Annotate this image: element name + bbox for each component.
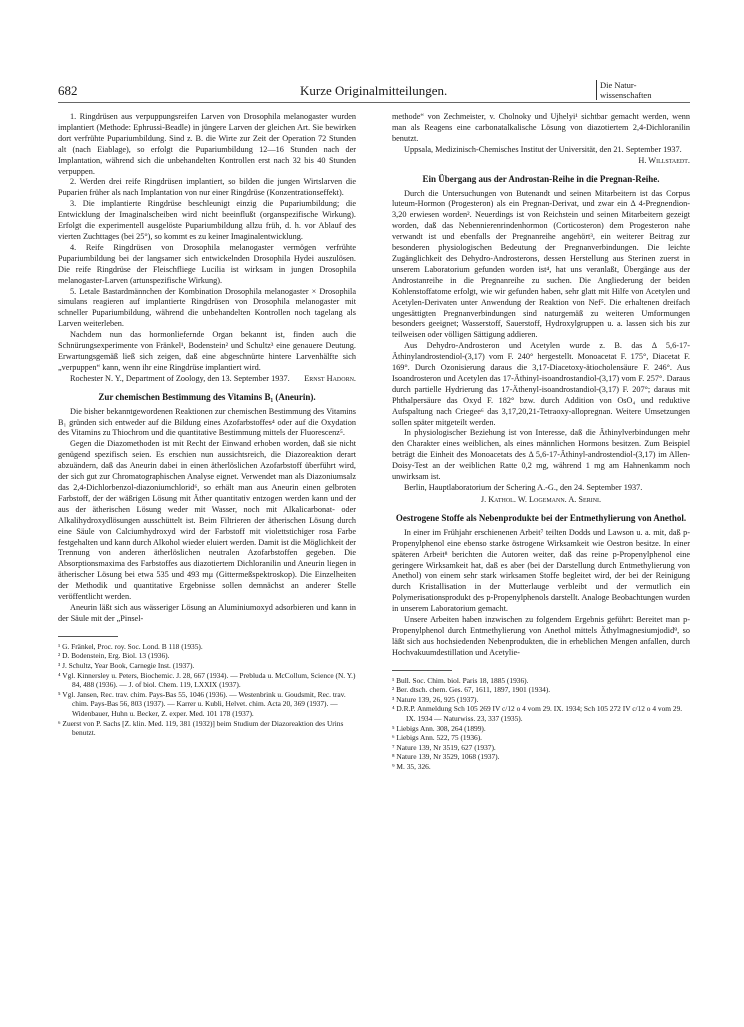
footnote: ⁵ Liebigs Ann. 308, 264 (1899). — [392, 723, 486, 733]
right-column — [392, 112, 690, 772]
footnote: ⁴ D.R.P. Anmeldung Sch 105 269 IV c/12 o 4 vom 29. IX. 1934; Sch 105 272 IV c/12 o 4 vom 29. IX. 1934 — Naturwiss. 23, 337 (1935). — [392, 704, 683, 724]
header-rule — [58, 102, 690, 103]
paragraph: In einer im Frühjahr erschienenen Arbeit⁷ teilten Dodds und Lawson u. a. mit, daß p-Propenylphenol eine ebenso starke östrogene Wirksamkeit wie Oestron besitze. In einer späteren Arbeit⁸ berichten die Autoren weiter, daß das reine p-Propenylphenol eine geringere Wirksamkeit hat, daß es aber (bei der Darstellung durch Entmethylierung von Anethol) von einem sehr stark wirksamen Stoffe begleitet wird, der bei der Reinigung durch Kristallisation in der Mutterlauge verbleibt und der vermutlich ein Polymerisationsprodukt des p-Propenylphenols darstellt. Analoge Beobachtungen wurden in unserem Laboratorium gemacht. — [392, 527, 690, 614]
footnote: ⁵ Vgl. Jansen, Rec. trav. chim. Pays-Bas 55, 1046 (1936). — Westenbrink u. Goudsmit, Rec. trav. chim. Pays-Bas 56, 803 (1937). — Karrer u. Kubli, Helvet. chim. Acta 20, 369 (1937). — Widenbauer, Huhn u. Becker, Z. exper. Med. 101 178 (1937). — [58, 689, 346, 718]
paragraph: Durch die Untersuchungen von Butenandt und seinen Mitarbeitern ist das Corpus luteum-Hormon (Progesteron) als ein Pregnan-Derivat, und zwar ein Δ 4-Pregnendion-3,20 erwiesen worden². Neuerdings ist von Reichstein und seinen Mitarbeitern gezeigt worden, daß das Nebennierenrindenhormon (Corticosteron) dem Progesteron nahe verwandt ist und ebenfalls der Pregnanreihe angehört³, ein weiterer Beitrag zur besonderen physiologischen Bedeutung der Pregnanverbindungen. Die leichte Zugänglichkeit des Dehydro-Androsterons, dessen Herstellung aus Sterinen zuerst in unserem Laboratorium gefunden worden ist⁴, hat uns veranlaßt, Übergänge aus der Androstanreihe in die Pregnanreihe zu suchen. Die Angliederung der beiden Kohlenstoffatome erfolgt, wie wir gefunden haben, sehr glatt mit Hilfe von Acetylen und Acetylen-Derivaten unter Anwendung der Reaktion von Nef⁵. Die erhaltenen dreifach ungesättigten Pregnanverbindungen sind naturgemäß zu weiteren Umformungen besonders geeignet; Wasserstoff, Sauerstoff, Hydroxylgruppen u. a. lassen sich bis zur teilweisen oder völligen Sättigung addieren. — [392, 188, 690, 340]
paragraph: Die bisher bekanntgewordenen Reaktionen zur chemischen Bestimmung des Vitamins B₁ gründen sich entweder auf die Bildung eines Azofarbstoffes⁴ oder auf die Oxydation des Vitamins zu Thiochrom und die quantitative Bestimmung mittels der Fluorescenz⁵. — [58, 406, 356, 438]
footnote: ³ Nature 139, 26, 925 (1937). — [392, 694, 479, 704]
journal-name — [596, 80, 651, 100]
footnotes — [58, 642, 356, 738]
footnote: ² Ber. dtsch. chem. Ges. 67, 1611, 1897, 1901 (1934). — [392, 685, 551, 695]
section-title: Ein Übergang aus der Androstan-Reihe in die Pregnan-Reihe. — [422, 173, 660, 184]
section-title: Oestrogene Stoffe als Nebenprodukte bei der Entmethylierung von Anethol. — [395, 512, 687, 523]
section-title: Zur chemischen Bestimmung des Vitamins B₁ (Aneurin). — [98, 391, 316, 402]
paragraph: Nachdem nun das hormonliefernde Organ bekannt ist, finden auch die Schnürungsexperimente von Fränkel¹, Bodenstein² und Schultz³ eine genauere Deutung. Erwartungsgemäß ließ sich zeigen, daß eine abgeschnürte hintere Larvenhälfte sich „verpuppen“ kann, wenn ihr eine Ringdrüse implantiert wird. — [58, 330, 356, 372]
paragraph: Aneurin läßt sich aus wässeriger Lösung an Aluminiumoxyd adsorbieren und kann in der Säule mit der „Pinsel- — [58, 602, 356, 623]
journal-name-line: Die Natur- — [600, 80, 637, 90]
paragraph: 1. Ringdrüsen aus verpuppungsreifen Larven von Drosophila melanogaster wurden implantiert (Methode: Ephrussi-Beadle) in jüngere Larven der gleichen Art. Sie bewirken dort verfrühte Pupariumbildung. Sind z. B. die Wirte zur Zeit der Operation 72 Stunden alt (nach Eiablage), so erfolgt die Pupariumbildung 12—16 Stunden nach der Implantation, während sich die unbehandelten Kontrollen erst nach 32 bis 40 Stunden verpuppen. — [58, 112, 356, 176]
author-name: Ernst Hadorn. — [304, 373, 356, 383]
paragraph: Aus Dehydro-Androsteron und Acetylen wurde z. B. das Δ 5,6-17-Äthinylandrostendiol-(3,17) vom F. 240° hergestellt. Monoacetat F. 175°, Diacetat F. 169°. Durch Ozonisierung daraus die 3,17-Diacetoxy-ätiocholensäure F. 246°. Aus Isoandrosteron und Acetylen das 17-Äthinyl-isoandrostandiol-(3,17) vom F. 257°. Daraus durch partielle Hydrierung das 17-Äthenyl-isoandrostandiol-(3,17) F. 207°; daraus mit Phthalpersäure das Oxyd F. 182° bzw. durch Addition von OsO₄ und reduktive Aufspaltung nach Criegee⁶ das 3,17,20,21-Tetraoxy-allopregnan. Weitere Umsetzungen sollen später mitgeteilt werden. — [392, 341, 690, 427]
paragraph: Unsere Arbeiten haben inzwischen zu folgendem Ergebnis geführt: Bereitet man p-Propenylphenol durch Entmethylierung von Anethol mittels Äthylmagnesiumjodid⁹, so läßt sich aus hochsiedenden Nebenprodukten, die in erheblichen Mengen anfallen, durch Hochvakuumdestillation und Acetylie- — [392, 615, 690, 657]
paragraph: 3. Die implantierte Ringdrüse beschleunigt einzig die Pupariumbildung; die Entwicklung der Imaginalscheiben wird nicht beeinflußt (organspezifische Wirkung). Erfolgt die experimentell ausgelöste Pupariumbildung allzu früh, d. h. vor Ablauf des vierten Zuchttages (bei 25°), so kommt es zu keiner Imaginalentwicklung. — [58, 199, 356, 241]
left-column — [58, 112, 356, 738]
journal-name-line: wissenschaften — [600, 90, 652, 100]
affiliation-date: Uppsala, Medizinisch-Chemisches Institut der Universität, den 21. September 1937. — [404, 144, 682, 154]
footnotes — [392, 676, 690, 772]
paragraph: 2. Werden drei reife Ringdrüsen implantiert, so bilden die jungen Wirtslarven die Puparien früher als nach Implantation von nur einer Ringdrüse (Konzentrationseffekt). — [58, 177, 356, 198]
footnote: ⁶ Zuerst von P. Sachs [Z. klin. Med. 119, 381 (1932)] beim Studium der Diazoreaktion des Urins benutzt. — [58, 718, 344, 738]
footnote: ³ J. Schultz, Year Book, Carnegie Inst. (1937). — [58, 660, 195, 670]
paragraph: 4. Reife Ringdrüsen von Drosophila melanogaster vermögen verfrühte Pupariumbildung bei der langsamer sich entwickelnden Drosophila Hydei auszulösen. Die reife Ringdrüse der Fleischfliege Lucilia ist wirksam in jungen Drosophila melanogaster-Larven (artunspezifische Wirkung). — [58, 242, 356, 285]
footnote: ² D. Bodenstein, Erg. Biol. 13 (1936). — [58, 651, 170, 661]
footnote: ⁴ Vgl. Kinnersley u. Peters, Biochemic. J. 28, 667 (1934). — Prebluda u. McCollum, Science (N. Y.) 84, 488 (1936). — J. of biol. Chem. 119, LXXIX (1937). — [58, 670, 356, 690]
footnote-rule — [58, 636, 118, 637]
paragraph: Gegen die Diazomethoden ist mit Recht der Einwand erhoben worden, daß sie nicht genügend spezifisch seien. Es erschien nun aussichtsreich, die Diazoreaktion derart abzuändern, daß das Aneurin dabei in einen ätherlöslichen Azofarbstoff überführt wird, der sich gut zur Chromatographischen Analyse eignet. Verwendet man als Diazoniumsalz das 2,4-Dichlorbenzol-diazoniumchlorid⁶, so erhält man aus Aneurin einen gelbroten Farbstoff, der der wäßrigen Lösung mit Äther quantitativ entzogen werden kann und der aus der ätherischen Lösung weder mit Wasser, noch mit Alkalicarbonat- oder Alkalihydroxydlösungen ausschüttelt ist. Beim Filtrieren der ätherischen Lösung durch eine Säule von Calciumhydroxyd wird der Farbstoff mit violettstichiger rosa Farbe festgehalten und kann durch Alkohol wieder eluiert werden. Damit ist die Möglichkeit der Trennung von anderen ätherlöslichen neutralen Azofarbstoffen gegeben. Die Absorptionsmaxima des Farbstoffes aus diazotiertem Dichloranilin und Aneurin liegen in ätherischer Lösung bei etwa 535 und 493 mμ (Gittermeßspektroskop). Die Einzelheiten der Methodik und quantitative Ergebnisse sollen demnächst an anderer Stelle veröffentlicht werden. — [58, 439, 356, 602]
paragraph: methode“ von Zechmeister, v. Cholnoky und Ujhelyi¹ sichtbar gemacht werden, wenn man als Reagens eine carbonatalkalische Lösung von diazotiertem 2,4-Dichloranilin benutzt. — [392, 112, 690, 143]
affiliation-date: Rochester N. Y., Department of Zoology, den 13. September 1937. — [70, 373, 290, 383]
signature-line — [58, 374, 356, 385]
footnote-rule — [392, 670, 452, 671]
footnote: ⁹ M. 35, 326. — [392, 762, 431, 772]
author-names: J. Kathol. W. Logemann. A. Serini. — [480, 494, 602, 504]
paragraph: 5. Letale Bastardmännchen der Kombination Drosophila melanogaster × Drosophila simulans reagieren auf implantierte Ringdrüsen von Drosophila melanogaster mit schneller Pupariumbildung, während die unbehandelten Kontrollen noch tagelang als Larven weiterleben. — [58, 286, 356, 329]
footnote: ⁸ Nature 139, Nr 3529, 1068 (1937). — [392, 752, 500, 762]
footnote: ¹ G. Fränkel, Proc. roy. Soc. Lond. B 118 (1935). — [58, 641, 203, 651]
signature-line — [392, 145, 690, 167]
paragraph: In physiologischer Beziehung ist von Interesse, daß die Äthinylverbindungen mehr den Charakter eines weiblichen, als eines männlichen Hormons besitzen. Zum Beispiel beträgt die Einheit des Monoacetats des Δ 5,6-17-Äthinyl-androstendiol-(3,17) im Allen-Doisy-Test an der weiblichen Ratte 0,2 mg, während 1 mg am Hahnenkamm noch unwirksam ist. — [392, 428, 690, 482]
footnote: ¹ Bull. Soc. Chim. biol. Paris 18, 1885 (1936). — [392, 675, 529, 685]
footnote: ⁶ Liebigs Ann. 522, 75 (1936). — [392, 733, 483, 743]
affiliation-date: Berlin, Hauptlaboratorium der Schering A.-G., den 24. September 1937. — [404, 483, 643, 492]
running-title: Kurze Originalmitteilungen. — [300, 83, 448, 98]
author-name: H. Willstaedt. — [638, 155, 690, 165]
footnote: ⁷ Nature 139, Nr 3519, 627 (1937). — [392, 742, 496, 752]
page-number: 682 — [58, 83, 78, 98]
